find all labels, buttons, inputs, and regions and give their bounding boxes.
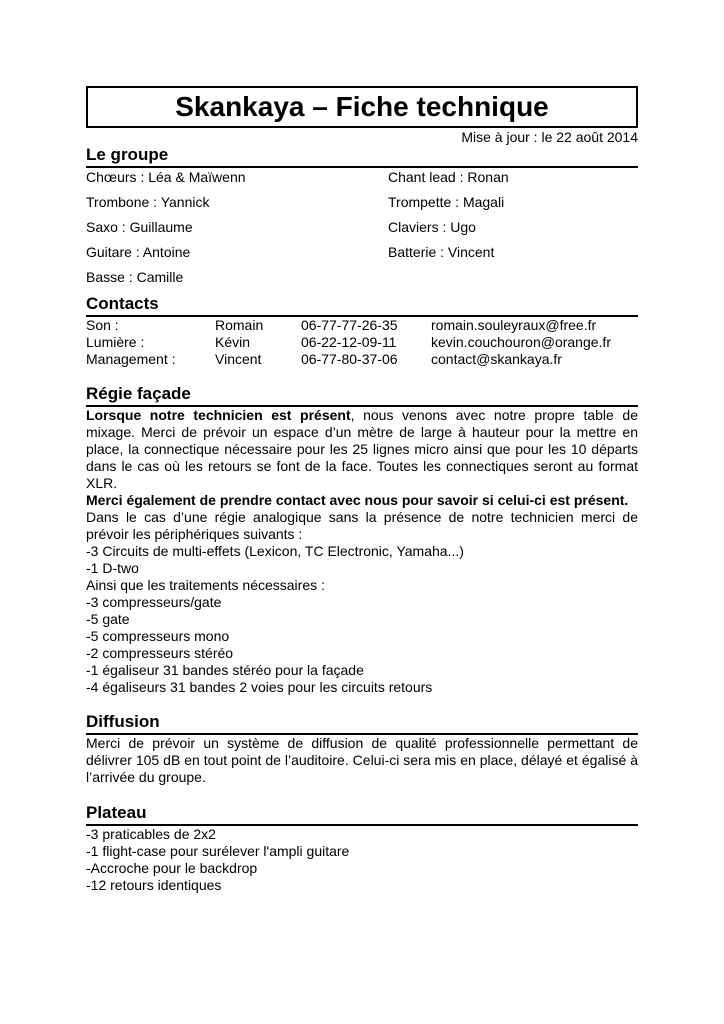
regie-p1-rest: , nous venons avec notre propre table de mixage. Merci de prévoir un espace d’un mètre de large à hauteur pour la mettre en place, la connectique nécessaire pour les 25 lignes micro ainsi que pour les 10 départs dans le cas où les retours se font de la face. Toutes les connectiques seront au format XLR. — [86, 407, 638, 491]
document-page — [86, 86, 638, 894]
member: Trombone : Yannick — [86, 194, 210, 210]
contact-row — [86, 351, 638, 368]
section-contacts — [86, 294, 638, 368]
section-groupe — [86, 145, 638, 286]
list-item: -3 praticables de 2x2 — [86, 826, 216, 842]
regie-paragraph-1 — [86, 407, 638, 492]
contact-name: Kévin — [215, 334, 251, 350]
heading-contacts: Contacts — [86, 294, 638, 317]
member: Chœurs : Léa & Maïwenn — [86, 169, 246, 185]
document-title: Skankaya – Fiche technique — [175, 91, 549, 122]
section-regie — [86, 384, 638, 696]
list-item: -1 D-two — [86, 560, 139, 576]
contact-email: contact@skankaya.fr — [431, 351, 562, 367]
regie-list — [86, 543, 638, 696]
contact-role: Management : — [86, 351, 176, 367]
member: Batterie : Vincent — [388, 244, 495, 260]
member: Chant lead : Ronan — [388, 169, 509, 185]
contact-name: Vincent — [215, 351, 262, 367]
section-plateau — [86, 803, 638, 894]
diffusion-paragraph: Merci de prévoir un système de diffusion de qualité professionnelle permettant de délivrer 105 dB en tout point de l’auditoire. Celui-ci sera mis en place, délayé et égalisé à l’arrivée du groupe. — [86, 735, 638, 785]
regie-paragraph-2 — [86, 492, 638, 509]
contact-phone: 06-77-77-26-35 — [301, 317, 398, 333]
list-item: -5 compresseurs mono — [86, 628, 230, 644]
list-item: -4 égaliseurs 31 bandes 2 voies pour les circuits retours — [86, 679, 433, 695]
contact-phone: 06-22-12-09-11 — [301, 334, 397, 350]
contact-row — [86, 334, 638, 351]
heading-groupe: Le groupe — [86, 145, 638, 168]
list-item: -1 flight-case pour surélever l'ampli guitare — [86, 843, 350, 859]
list-item: -3 compresseurs/gate — [86, 594, 222, 610]
members-grid — [86, 169, 638, 286]
contact-name: Romain — [215, 317, 264, 333]
member: Claviers : Ugo — [388, 219, 476, 235]
member: Guitare : Antoine — [86, 244, 191, 260]
heading-regie: Régie façade — [86, 384, 638, 407]
list-item: -2 compresseurs stéréo — [86, 645, 234, 661]
regie-p2-bold: Merci également de prendre contact avec nous pour savoir si celui-ci est présent. — [86, 492, 629, 508]
contact-role: Son : — [86, 317, 119, 333]
list-item: -1 égaliseur 31 bandes stéréo pour la façade — [86, 662, 364, 678]
list-item: -5 gate — [86, 611, 130, 627]
list-item: Ainsi que les traitements nécessaires : — [86, 577, 325, 593]
contact-role: Lumière : — [86, 334, 145, 350]
contact-row — [86, 317, 638, 334]
contact-email: kevin.couchouron@orange.fr — [431, 334, 611, 350]
update-date: Mise à jour : le 22 août 2014 — [461, 129, 638, 145]
member: Trompette : Magali — [388, 194, 505, 210]
plateau-list — [86, 826, 638, 894]
contact-email: romain.souleyraux@free.fr — [431, 317, 597, 333]
regie-p1-bold: Lorsque notre technicien est présent — [86, 407, 351, 423]
contacts-table — [86, 317, 638, 368]
contact-phone: 06-77-80-37-06 — [301, 351, 398, 367]
heading-plateau: Plateau — [86, 803, 638, 826]
member: Basse : Camille — [86, 269, 184, 285]
title-box — [86, 86, 638, 128]
section-diffusion — [86, 712, 638, 786]
heading-diffusion: Diffusion — [86, 712, 638, 735]
list-item: -3 Circuits de multi-effets (Lexicon, TC Electronic, Yamaha...) — [86, 543, 464, 559]
list-item: -12 retours identiques — [86, 877, 222, 893]
list-item: -Accroche pour le backdrop — [86, 860, 258, 876]
member: Saxo : Guillaume — [86, 219, 193, 235]
regie-paragraph-3: Dans le cas d’une régie analogique sans la présence de notre technicien merci de prévoir les périphériques suivants : — [86, 509, 638, 542]
